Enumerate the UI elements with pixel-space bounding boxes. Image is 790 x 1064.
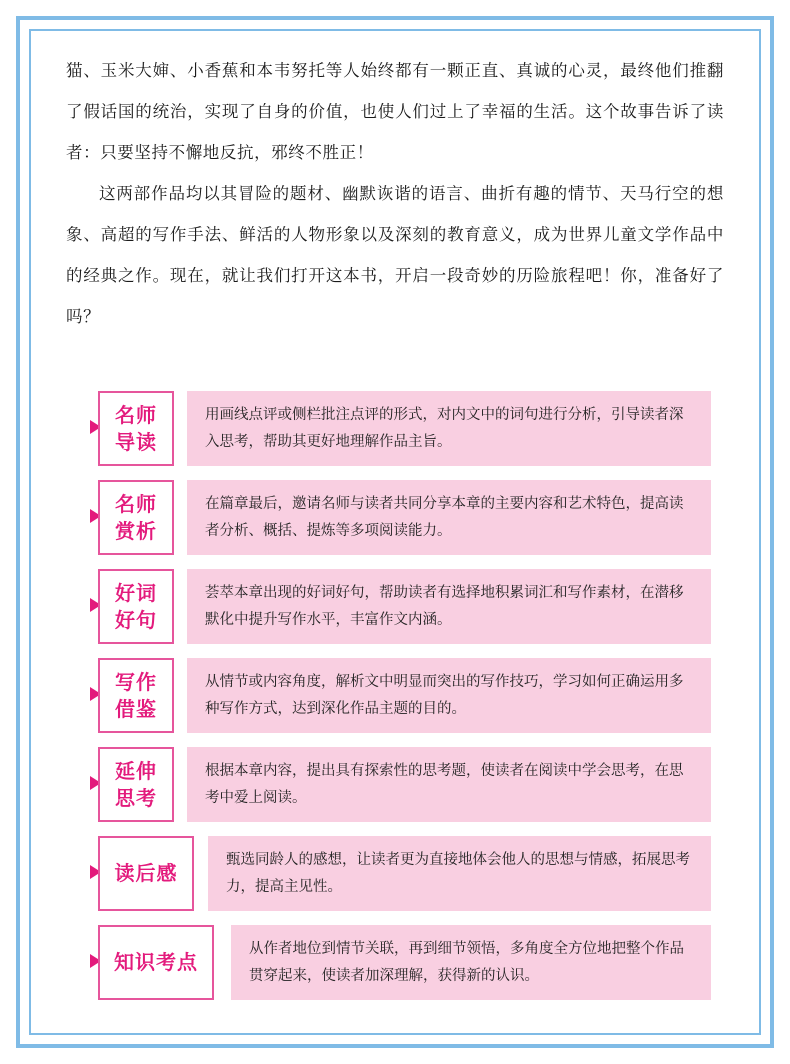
- feature-tag: [98, 836, 194, 911]
- intro-text: [66, 50, 724, 337]
- feature-tag-label: 名师赏析: [115, 491, 157, 543]
- feature-tag: [98, 658, 174, 733]
- feature-tag: [98, 925, 214, 1000]
- feature-tag: [98, 569, 174, 644]
- feature-description: 从情节或内容角度，解析文中明显而突出的写作技巧，学习如何正确运用多种写作方式，达到深化作品主题的目的。: [187, 658, 711, 733]
- feature-tag-label: 知识考点: [114, 950, 198, 974]
- feature-tag-label: 好词好句: [115, 580, 157, 632]
- feature-description: 在篇章最后，邀请名师与读者共同分享本章的主要内容和艺术特色，提高读者分析、概括、提炼等多项阅读能力。: [187, 480, 711, 555]
- feature-tag-label: 读后感: [114, 861, 178, 885]
- feature-tag: [98, 480, 174, 555]
- paragraph-2: 这两部作品均以其冒险的题材、幽默诙谐的语言、曲折有趣的情节、天马行空的想象、高超的写作手法、鲜活的人物形象以及深刻的教育意义，成为世界儿童文学作品中的经典之作。现在，就让我们打开这本书，开启一段奇妙的历险旅程吧！你，准备好了吗？: [66, 184, 724, 326]
- feature-description: 荟萃本章出现的好词好句，帮助读者有选择地积累词汇和写作素材，在潜移默化中提升写作水平，丰富作文内涵。: [187, 569, 711, 644]
- feature-tag-label: 名师导读: [115, 402, 157, 454]
- feature-tag: [98, 747, 174, 822]
- feature-description: 根据本章内容，提出具有探索性的思考题，使读者在阅读中学会思考，在思考中爱上阅读。: [187, 747, 711, 822]
- feature-tag: [98, 391, 174, 466]
- feature-tag-label: 写作借鉴: [115, 669, 157, 721]
- paragraph-1: 猫、玉米大婶、小香蕉和本韦努托等人始终都有一颗正直、真诚的心灵，最终他们推翻了假话国的统治，实现了自身的价值，也使人们过上了幸福的生活。这个故事告诉了读者：只要坚持不懈地反抗，邪终不胜正！: [66, 61, 724, 162]
- feature-description: 甄选同龄人的感想，让读者更为直接地体会他人的思想与情感，拓展思考力，提高主见性。: [208, 836, 711, 911]
- feature-description: 用画线点评或侧栏批注点评的形式，对内文中的词句进行分析，引导读者深入思考，帮助其更好地理解作品主旨。: [187, 391, 711, 466]
- feature-tag-label: 延伸思考: [115, 758, 157, 810]
- feature-description: 从作者地位到情节关联，再到细节领悟，多角度全方位地把整个作品贯穿起来，使读者加深理解，获得新的认识。: [231, 925, 711, 1000]
